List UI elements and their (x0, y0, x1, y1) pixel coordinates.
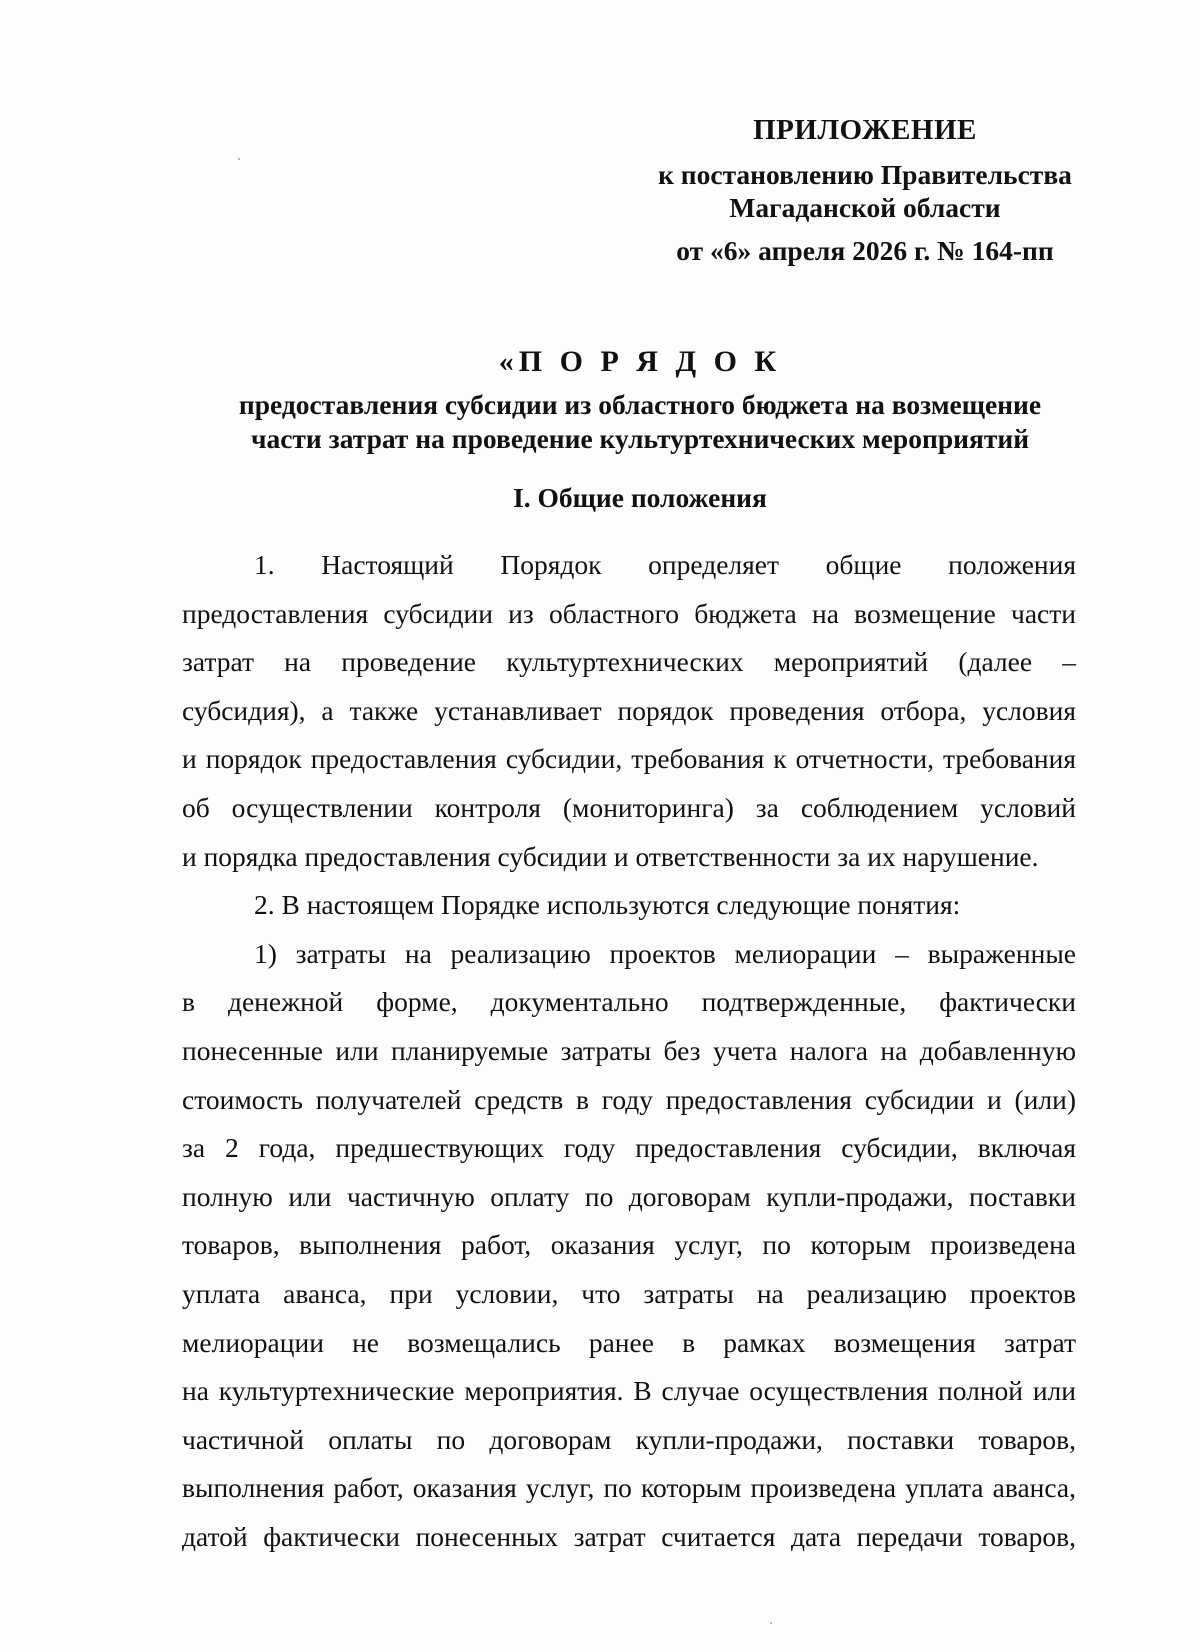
section-title: I. Общие положения (513, 482, 767, 513)
scan-speck (770, 1622, 772, 1624)
body-line: товаров, выполнения работ, оказания услуг, по которым произведена (182, 1229, 1076, 1261)
body-line: понесенные или планируемые затраты без учета налога на добавленную (182, 1034, 1076, 1066)
body-line: стоимость получателей средств в году предоставления субсидии и (или) (182, 1083, 1076, 1115)
scan-speck (238, 158, 240, 160)
annex-block (630, 113, 1100, 267)
body-line: уплата аванса, при условии, что затраты на реализацию проектов (182, 1277, 1076, 1309)
body-line: 1. Настоящий Порядок определяет общие положения (254, 549, 1076, 580)
body-line: и порядок предоставления субсидии, требования к отчетности, требования (182, 743, 1076, 775)
body-line: 1) затраты на реализацию проектов мелиорации – выраженные (254, 937, 1076, 969)
document-title: «П О Р Я Д О К (498, 345, 782, 378)
annex-date: от «6» апреля 2026 г. № 164-пп (676, 234, 1054, 266)
body-line: и порядка предоставления субсидии и ответственности за их нарушение. (182, 840, 1039, 872)
body-line: полную или частичную оплату по договорам купли-продажи, поставки (182, 1180, 1076, 1212)
body-line: субсидия), а также устанавливает порядок проведения отбора, условия (182, 694, 1076, 726)
body-line: 2. В настоящем Порядке используются следующие понятия: (254, 889, 961, 921)
body-line: затрат на проведение культуртехнических мероприятий (далее – (182, 646, 1076, 678)
body-line: датой фактически понесенных затрат считается дата передачи товаров, (182, 1520, 1076, 1552)
annex-title: ПРИЛОЖЕНИЕ (753, 114, 977, 146)
body-line: за 2 года, предшествующих году предоставления субсидии, включая (182, 1132, 1076, 1164)
body-line: предоставления субсидии из областного бюджета на возмещение части (182, 597, 1076, 629)
body-line: об осуществлении контроля (мониторинга) за соблюдением условий (182, 791, 1076, 823)
annex-line-2: Магаданской области (729, 191, 1001, 223)
document-subtitle-line-1: предоставления субсидии из областного бюджета на возмещение (238, 389, 1042, 420)
body-line: на культуртехнические мероприятия. В случае осуществления полной или (182, 1375, 1076, 1407)
document-subtitle (160, 388, 1120, 455)
body-line: выполнения работ, оказания услуг, по которым произведена уплата аванса, (182, 1472, 1076, 1504)
annex-line-1: к постановлению Правительства (658, 158, 1072, 190)
body-line: частичной оплаты по договорам купли-продажи, поставки товаров, (182, 1423, 1076, 1455)
document-subtitle-line-2: части затрат на проведение культуртехнических мероприятий (250, 422, 1030, 454)
body-line: в денежной форме, документально подтвержденные, фактически (182, 986, 1076, 1018)
body-text (182, 541, 1076, 1561)
body-line: мелиорации не возмещались ранее в рамках возмещения затрат (182, 1326, 1076, 1358)
